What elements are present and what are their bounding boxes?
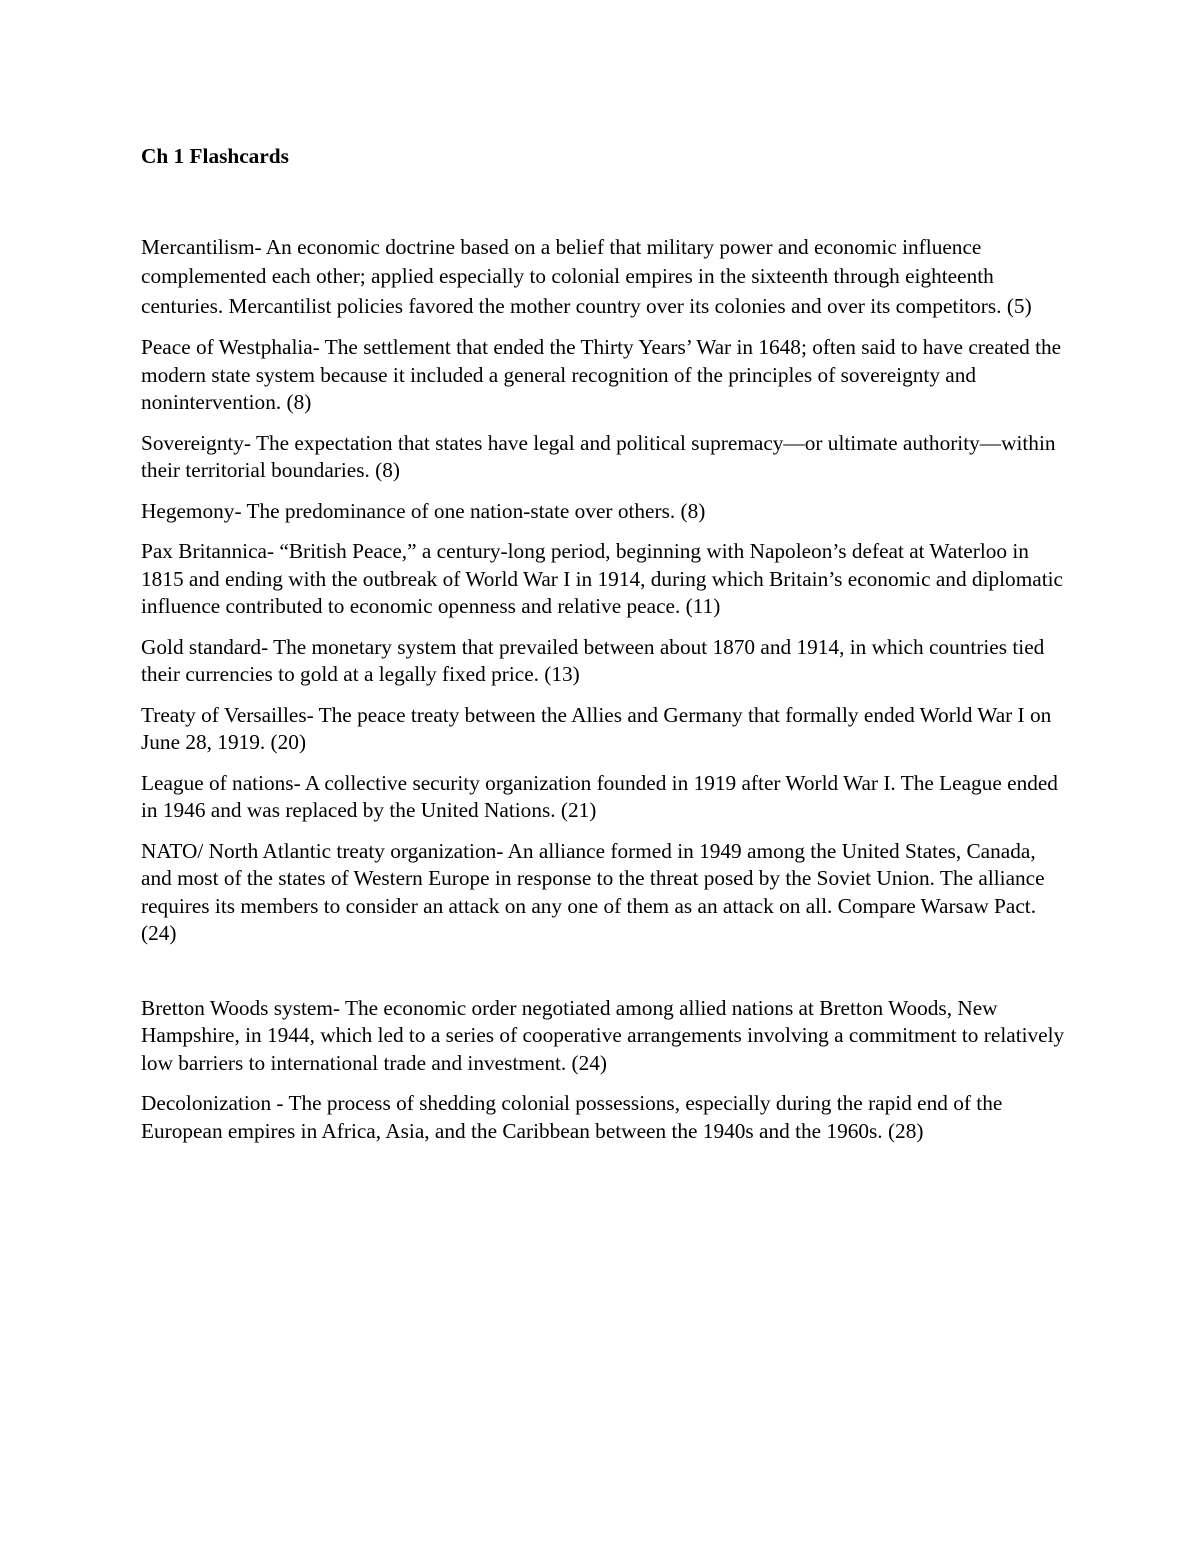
flashcard-decolonization: Decolonization - The process of shedding colonial possessions, especially during the rapid end of the European empires in Africa, Asia, and the Caribbean between the 1940s and the 1960s. (28) — [141, 1091, 1003, 1143]
flashcard-peace-of-westphalia: Peace of Westphalia- The settlement that ended the Thirty Years’ War in 1648; often said to have created the modern state system because it included a general recognition of the principles of sovereignty and nonintervention. (8) — [141, 335, 1062, 414]
flashcard-hegemony: Hegemony- The predominance of one nation-state over others. (8) — [141, 498, 706, 523]
flashcard-bretton-woods: Bretton Woods system- The economic order negotiated among allied nations at Bretton Woods, New Hampshire, in 1944, which led to a series of cooperative arrangements involving a commitment to relatively low barriers to international trade and investment. (24) — [141, 995, 1065, 1075]
document-body — [141, 143, 1066, 1158]
flashcard-treaty-of-versailles: Treaty of Versailles- The peace treaty between the Allies and Germany that formally ended World War I on June 28, 1919. (20) — [141, 702, 1052, 754]
flashcard-gold-standard: Gold standard- The monetary system that prevailed between about 1870 and 1914, in which countries tied their currencies to gold at a legally fixed price. (13) — [141, 634, 1045, 686]
document-title: Ch 1 Flashcards — [141, 144, 289, 168]
flashcard-nato: NATO/ North Atlantic treaty organization- An alliance formed in 1949 among the United States, Canada, and most of the states of Western Europe in response to the threat posed by the Soviet Union. The alliance requires its members to consider an attack on any one of them as an attack on all. Compare Warsaw Pact. (24) — [141, 838, 1045, 945]
flashcard-pax-britannica: Pax Britannica- “British Peace,” a century-long period, beginning with Napoleon’s defeat at Waterloo in 1815 and ending with the outbreak of World War I in 1914, during which Britain’s economic and diplomatic influence contributed to economic openness and relative peace. (11) — [141, 539, 1064, 618]
flashcard-sovereignty: Sovereignty- The expectation that states have legal and political supremacy—or ultimate authority—within their territorial boundaries. (8) — [141, 430, 1056, 482]
flashcard-league-of-nations: League of nations- A collective security organization founded in 1919 after World War I. The League ended in 1946 and was replaced by the United Nations. (21) — [141, 770, 1058, 822]
flashcard-mercantilism: Mercantilism- An economic doctrine based on a belief that military power and economic influence complemented each other; applied especially to colonial empires in the sixteenth through eighteenth centuries. Mercantilist policies favored the mother country over its colonies and over its competitors. (5) — [141, 234, 1032, 318]
